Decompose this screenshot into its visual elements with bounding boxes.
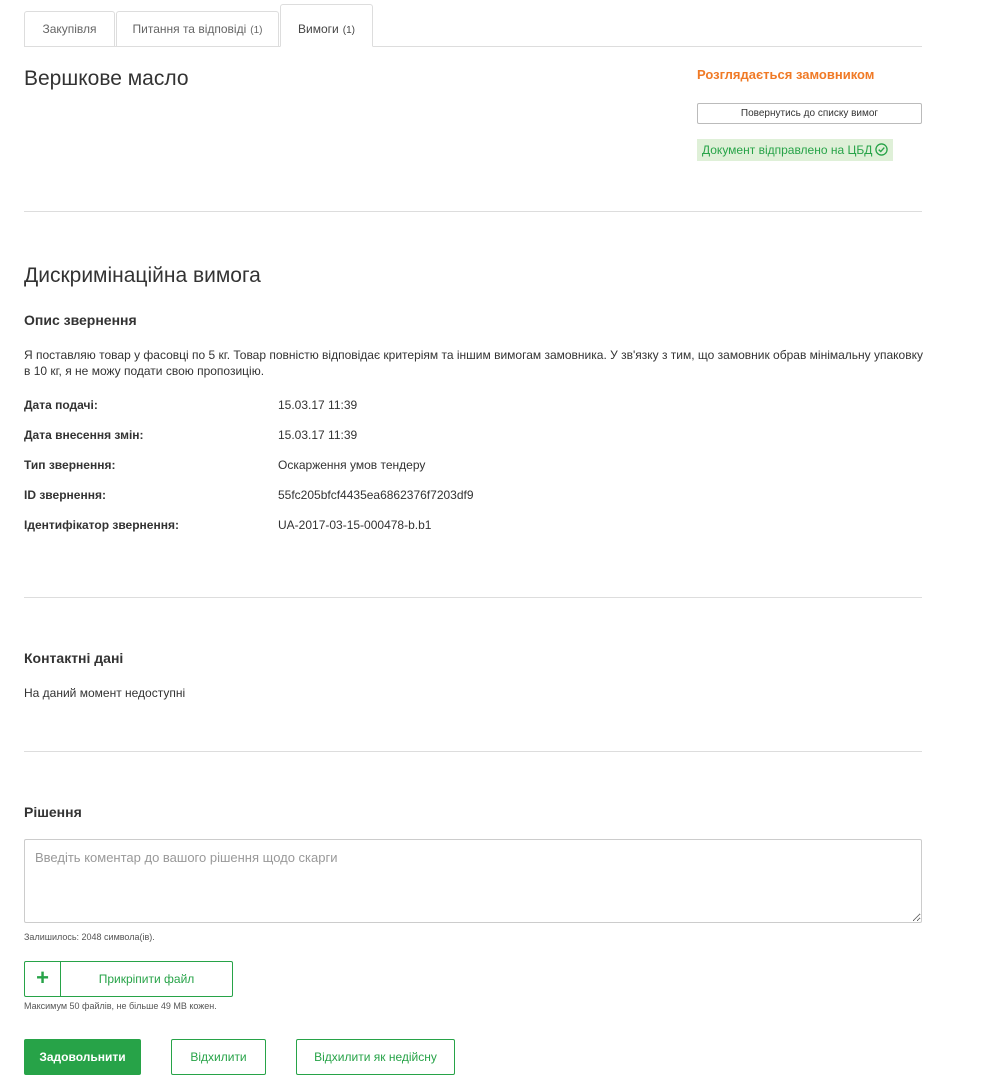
sent-badge-label: Документ відправлено на ЦБД [702, 143, 873, 157]
plus-icon: + [25, 962, 61, 996]
tab-count: (1) [342, 25, 355, 36]
tab-questions[interactable] [116, 11, 279, 47]
remaining-chars-text: Залишилось: 2048 символа(ів). [24, 932, 155, 942]
modified-date-value: 15.03.17 11:39 [278, 428, 358, 442]
modified-date-label: Дата внесення змін: [24, 428, 144, 442]
divider [24, 597, 922, 598]
attach-file-label: Прикріпити файл [98, 972, 195, 986]
attach-limit-text: Максимум 50 файлів, не більше 49 MB кожен. [24, 1001, 217, 1011]
back-to-claims-button[interactable]: Повернутись до списку вимог [697, 103, 922, 124]
complaint-id-value: 55fc205bfcf4435ea6862376f7203df9 [278, 488, 474, 502]
attach-file-button[interactable] [24, 961, 233, 997]
check-circle-icon [875, 143, 888, 156]
status-label: Розглядається замовником [697, 67, 875, 82]
contacts-heading: Контактні дані [24, 650, 124, 666]
submit-date-value: 15.03.17 11:39 [278, 398, 358, 412]
description-heading: Опис звернення [24, 312, 137, 328]
complaint-identifier-value: UA-2017-03-15-000478-b.b1 [278, 518, 432, 532]
divider [24, 211, 922, 212]
complaint-type-value: Оскарження умов тендеру [278, 458, 426, 472]
complaint-type-label: Тип звернення: [24, 458, 116, 472]
satisfy-button[interactable]: Задовольнити [24, 1039, 141, 1075]
tab-label: Закупівля [42, 22, 97, 36]
contacts-text: На даний момент недоступні [24, 686, 186, 700]
decision-heading: Рішення [24, 804, 82, 820]
decision-comment-input[interactable] [24, 839, 922, 923]
reject-invalid-button[interactable]: Відхилити як недійсну [296, 1039, 455, 1075]
complaint-identifier-label: Ідентифікатор звернення: [24, 518, 179, 532]
tab-label: Вимоги [298, 22, 339, 36]
tab-label: Питання та відповіді [132, 22, 247, 36]
tab-bar [24, 4, 922, 47]
submit-date-label: Дата подачі: [24, 398, 98, 412]
divider [24, 751, 922, 752]
tab-procurement[interactable] [24, 11, 115, 47]
tab-claims[interactable] [280, 4, 373, 47]
sent-status-badge [697, 139, 893, 161]
page-title: Вершкове масло [24, 67, 189, 90]
tab-count: (1) [250, 25, 263, 36]
reject-button[interactable]: Відхилити [171, 1039, 266, 1075]
complaint-title: Дискримінаційна вимога [24, 264, 261, 287]
complaint-id-label: ID звернення: [24, 488, 106, 502]
complaint-description: Я поставляю товар у фасовці по 5 кг. Товар повністю відповідає критеріям та іншим вимогам замовника. У зв'язку з тим, що замовник обрав мінімальну упаковку в 10 кг, я не можу подати свою пропозицію. [24, 348, 923, 378]
